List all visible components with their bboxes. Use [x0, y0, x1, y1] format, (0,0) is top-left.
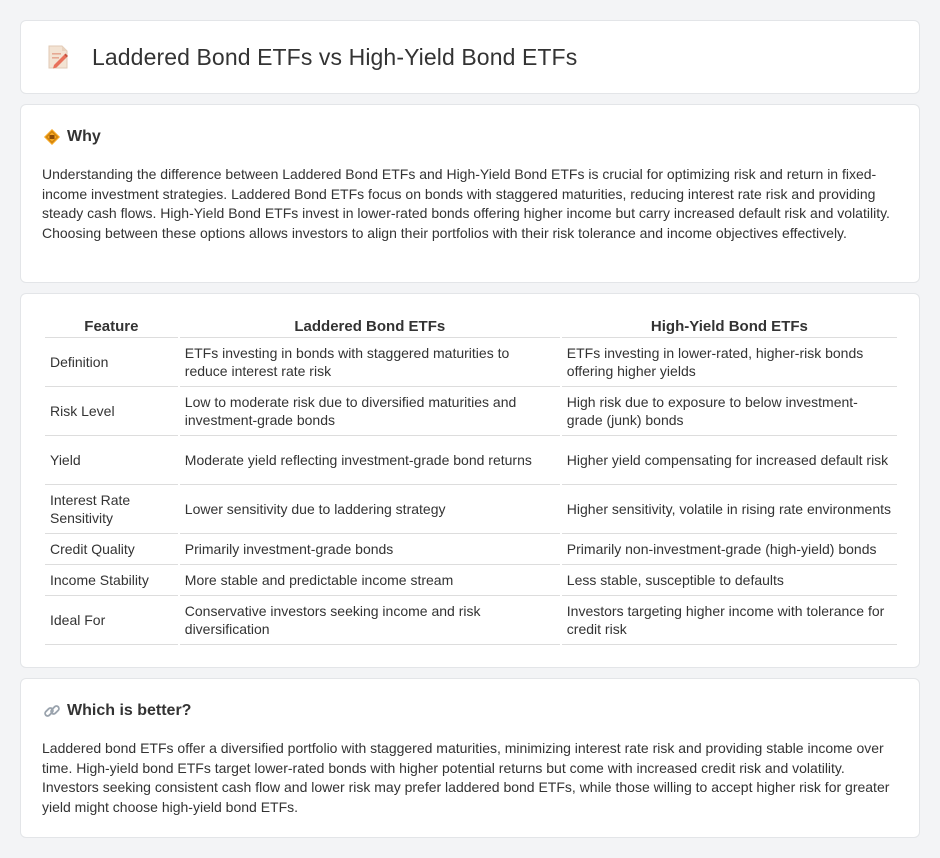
better-title: Which is better? [67, 702, 192, 719]
why-card [20, 104, 920, 283]
diamond-sign-icon [43, 128, 61, 146]
feature-cell: Income Stability [45, 565, 178, 596]
laddered-cell: Moderate yield reflecting investment-grade bond returns [180, 436, 560, 485]
title-row [46, 43, 577, 71]
comparison-card [20, 293, 920, 668]
header-laddered: Laddered Bond ETFs [180, 316, 560, 338]
high-yield-cell: Higher sensitivity, volatile in rising rate environments [562, 485, 897, 534]
feature-cell: Interest Rate Sensitivity [45, 485, 178, 534]
why-heading [43, 128, 101, 146]
why-text: Understanding the difference between Laddered Bond ETFs and High-Yield Bond ETFs is crucial for optimizing risk and return in fixed-income investment strategies. Laddered Bond ETFs focus on bonds with staggered maturities, reducing interest rate risk and providing steady cash flows. High-Yield Bond ETFs invest in lower-rated bonds offering higher income but carry increased default risk and volatility. Choosing between these options allows investors to align their portfolios with their risk tolerance and income objectives effectively. [42, 166, 890, 241]
high-yield-cell: ETFs investing in lower-rated, higher-risk bonds offering higher yields [562, 338, 897, 387]
table-row [45, 534, 897, 565]
better-heading [43, 702, 191, 720]
header-card [20, 20, 920, 94]
feature-cell: Yield [45, 436, 178, 485]
table-row [45, 596, 897, 645]
page-title: Laddered Bond ETFs vs High-Yield Bond ETFs [92, 43, 578, 70]
table-row [45, 338, 897, 387]
link-icon [43, 702, 61, 720]
why-title: Why [67, 128, 101, 145]
table-row [45, 387, 897, 436]
table-header-row [45, 316, 897, 338]
high-yield-cell: Primarily non-investment-grade (high-yield) bonds [562, 534, 897, 565]
laddered-cell: Low to moderate risk due to diversified maturities and investment-grade bonds [180, 387, 560, 436]
table-row [45, 436, 897, 485]
table-row [45, 485, 897, 534]
header-high-yield: High-Yield Bond ETFs [562, 316, 897, 338]
high-yield-cell: Higher yield compensating for increased default risk [562, 436, 897, 485]
high-yield-cell: Investors targeting higher income with tolerance for credit risk [562, 596, 897, 645]
comparison-table [43, 316, 899, 645]
document-edit-icon [46, 43, 70, 71]
which-better-card [20, 678, 920, 838]
header-feature: Feature [45, 316, 178, 338]
better-text: Laddered bond ETFs offer a diversified portfolio with staggered maturities, minimizing interest rate risk and providing stable income over time. High-yield bond ETFs target lower-rated bonds with higher potential returns but come with increased credit risk and volatility. Investors seeking consistent cash flow and lower risk may prefer laddered bond ETFs, while those willing to accept higher risk for greater yield might choose high-yield bond ETFs. [42, 740, 890, 815]
laddered-cell: ETFs investing in bonds with staggered maturities to reduce interest rate risk [180, 338, 560, 387]
table-row [45, 565, 897, 596]
laddered-cell: Lower sensitivity due to laddering strategy [180, 485, 560, 534]
high-yield-cell: Less stable, susceptible to defaults [562, 565, 897, 596]
high-yield-cell: High risk due to exposure to below investment-grade (junk) bonds [562, 387, 897, 436]
feature-cell: Credit Quality [45, 534, 178, 565]
feature-cell: Definition [45, 338, 178, 387]
laddered-cell: Conservative investors seeking income and risk diversification [180, 596, 560, 645]
feature-cell: Ideal For [45, 596, 178, 645]
feature-cell: Risk Level [45, 387, 178, 436]
laddered-cell: More stable and predictable income stream [180, 565, 560, 596]
laddered-cell: Primarily investment-grade bonds [180, 534, 560, 565]
